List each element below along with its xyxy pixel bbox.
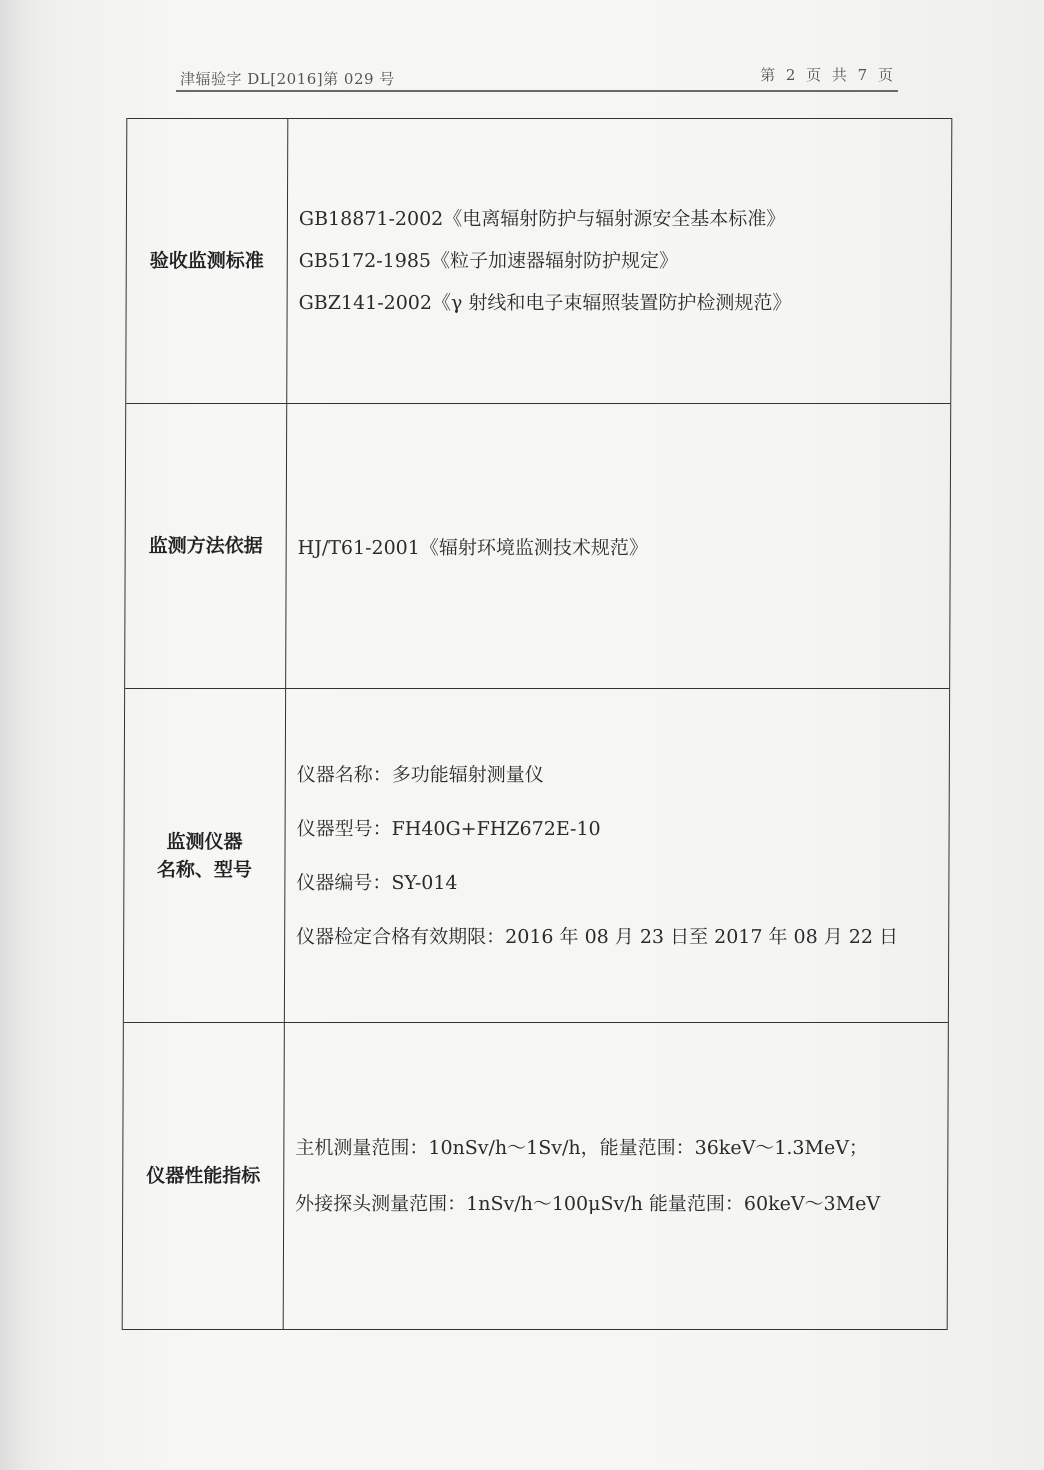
document-number: 津辐验字 DL[2016]第 029 号 — [180, 70, 395, 88]
row-label: 监测仪器 名称、型号 — [156, 830, 252, 881]
row-label-cell — [124, 689, 286, 1022]
instrument-name: 仪器名称：多功能辐射测量仪 — [296, 763, 544, 786]
row-label: 验收监测标准 — [149, 250, 264, 272]
table-row-instrument-info — [124, 689, 949, 1023]
row-content-cell — [284, 1023, 948, 1329]
standard-line: GBZ141-2002《γ 射线和电子束辐照装置防护检测规范》 — [298, 292, 792, 314]
table-row-performance-specs — [123, 1023, 948, 1329]
table-row-monitoring-method — [125, 404, 950, 689]
page-number: 第 2 页 共 7 页 — [760, 66, 896, 84]
row-content-cell — [286, 404, 950, 688]
external-probe-range: 外接探头测量范围：1nSv/h～100μSv/h 能量范围：60keV～3MeV — [295, 1193, 881, 1215]
page-header — [176, 62, 898, 92]
info-table — [122, 118, 953, 1330]
calibration-validity: 仪器检定合格有效期限：2016 年 08 月 23 日至 2017 年 08 月 22 日 — [296, 925, 899, 948]
paper-edge-shadow — [0, 0, 40, 1470]
instrument-model: 仪器型号：FH40G+FHZ672E-10 — [296, 817, 601, 840]
table-row-acceptance-standards — [126, 119, 951, 404]
row-label: 监测方法依据 — [148, 535, 263, 557]
row-content-cell — [285, 689, 949, 1022]
main-unit-range: 主机测量范围：10nSv/h～1Sv/h，能量范围：36keV～1.3MeV； — [295, 1137, 868, 1159]
method-line: HJ/T61-2001《辐射环境监测技术规范》 — [297, 536, 648, 559]
row-content-cell — [287, 119, 951, 403]
row-label: 仪器性能指标 — [146, 1165, 261, 1187]
standard-line: GB18871-2002《电离辐射防护与辐射源安全基本标准》 — [298, 208, 786, 230]
row-label-cell — [126, 119, 288, 403]
row-label-cell — [123, 1023, 285, 1329]
standard-line: GB5172-1985《粒子加速器辐射防护规定》 — [298, 250, 679, 272]
row-label-cell — [125, 404, 287, 688]
instrument-serial: 仪器编号：SY-014 — [296, 871, 458, 894]
